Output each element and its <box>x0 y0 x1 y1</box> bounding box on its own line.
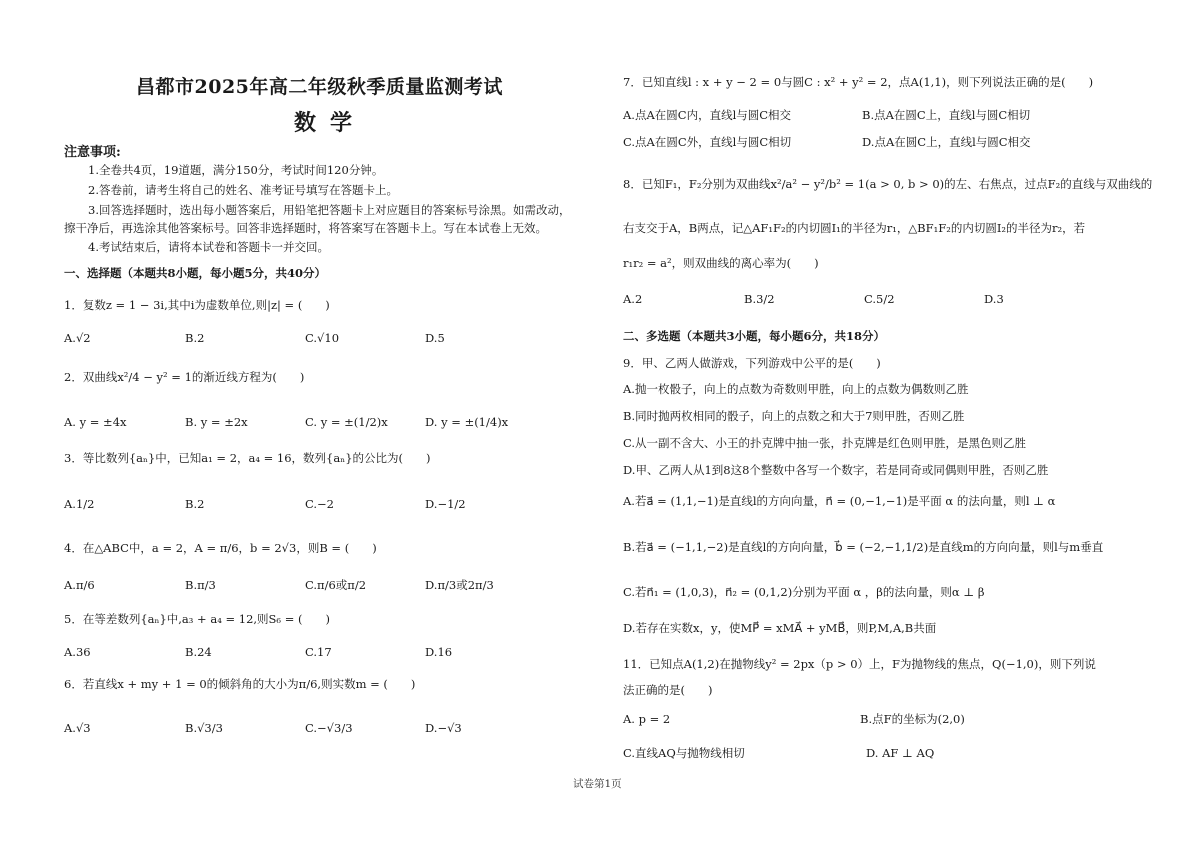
question-stem: 法正确的是( ) <box>623 683 713 697</box>
question-stem: 右支交于A，B两点，记△AF₁F₂的内切圆I₁的半径为r₁，△BF₁F₂的内切圆I₂的半径为r₂，若 <box>623 221 1086 235</box>
option-d: D.3 <box>984 292 1004 306</box>
question-stem: 9．甲、乙两人做游戏，下列游戏中公平的是( ) <box>623 356 881 370</box>
question-stem: 7．已知直线l : x + y − 2 = 0与圆C : x² + y² = 2，点A(1,1)，则下列说法正确的是( ) <box>623 75 1094 89</box>
option-b: B.2 <box>185 497 205 511</box>
option-d: D.−1/2 <box>425 497 466 511</box>
option-d: D.−√3 <box>425 721 462 735</box>
option-c: C.直线AQ与抛物线相切 <box>623 746 745 760</box>
option-b: B.若a⃗ = (−1,1,−2)是直线l的方向向量，b⃗ = (−2,−1,1/2)是直线m的方向向量，则l与m垂直 <box>623 540 1104 554</box>
option-a: A.2 <box>623 292 643 306</box>
option-c: C.5/2 <box>864 292 895 306</box>
option-d: D.点A在圆C上，直线l与圆C相交 <box>862 135 1031 149</box>
question-stem: 8．已知F₁，F₂分别为双曲线x²/a² − y²/b² = 1(a > 0, b > 0)的左、右焦点，过点F₂的直线与双曲线的 <box>623 177 1153 191</box>
option-d: D.甲、乙两人从1到8这8个整数中各写一个数字，若是同奇或同偶则甲胜，否则乙胜 <box>623 463 1049 477</box>
option-a: A.π/6 <box>64 578 95 592</box>
option-a: A.36 <box>64 645 91 659</box>
question-stem: r₁r₂ = a²，则双曲线的离心率为( ) <box>623 256 819 270</box>
option-b: B.2 <box>185 331 205 345</box>
question-stem: 6．若直线x + my + 1 = 0的倾斜角的大小为π/6,则实数m = ( ) <box>64 677 416 691</box>
option-a: A.若a⃗ = (1,1,−1)是直线l的方向向量，n⃗ = (0,−1,−1)是平面 α 的法向量，则l ⊥ α <box>623 494 1056 508</box>
option-d: D.若存在实数x，y，使MP⃗ = xMA⃗ + yMB⃗，则P,M,A,B共面 <box>623 621 937 635</box>
section-heading: 一、选择题（本题共8小题，每小题5分，共40分） <box>64 266 327 280</box>
question-stem: 5．在等差数列{aₙ}中,a₃ + a₄ = 12,则S₆ = ( ) <box>64 612 330 626</box>
option-b: B.3/2 <box>744 292 775 306</box>
option-b: B.点F的坐标为(2,0) <box>860 712 965 726</box>
notice-item: 3.回答选择题时，选出每小题答案后，用铅笔把答题卡上对应题目的答案标号涂黑。如需改动， <box>88 203 571 217</box>
option-a: A.1/2 <box>64 497 95 511</box>
option-a: A.点A在圆C内，直线l与圆C相交 <box>623 108 792 122</box>
option-d: D.16 <box>425 645 453 659</box>
option-b: B.24 <box>185 645 212 659</box>
question-stem: 3．等比数列{aₙ}中，已知a₁ = 2，a₄ = 16，数列{aₙ}的公比为( ) <box>64 451 431 465</box>
question-stem: 11．已知点A(1,2)在抛物线y² = 2px（p > 0）上，F为抛物线的焦点，Q(−1,0)，则下列说 <box>623 657 1096 671</box>
option-c: C.π/6或π/2 <box>305 578 367 592</box>
option-d: D.π/3或2π/3 <box>425 578 494 592</box>
question-stem: 4．在△ABC中，a = 2，A = π/6，b = 2√3，则B = ( ) <box>64 541 377 555</box>
page-number: 试卷第1页 <box>573 778 622 790</box>
exam-subject: 数学 <box>294 110 367 136</box>
section-heading: 二、多选题（本题共3小题，每小题6分，共18分） <box>623 329 886 343</box>
option-b: B.√3/3 <box>185 721 223 735</box>
option-b: B.同时抛两枚相同的骰子，向上的点数之和大于7则甲胜，否则乙胜 <box>623 409 965 423</box>
notice-item: 2.答卷前，请考生将自己的姓名、准考证号填写在答题卡上。 <box>88 183 398 197</box>
notice-item: 擦干净后，再选涂其他答案标号。回答非选择题时，将答案写在答题卡上。写在本试卷上无效。 <box>64 221 547 235</box>
option-d: D. y = ±(1/4)x <box>425 415 509 429</box>
option-a: A.√2 <box>64 331 91 345</box>
notice-item: 4.考试结束后，请将本试卷和答题卡一并交回。 <box>88 240 329 254</box>
notice-item: 1.全卷共4页，19道题，满分150分，考试时间120分钟。 <box>88 163 384 177</box>
option-a: A.抛一枚骰子，向上的点数为奇数则甲胜，向上的点数为偶数则乙胜 <box>623 382 969 396</box>
option-c: C.√10 <box>305 331 340 345</box>
option-c: C. y = ±(1/2)x <box>305 415 388 429</box>
option-a: A.√3 <box>64 721 91 735</box>
question-stem: 1．复数z = 1 − 3i,其中i为虚数单位,则|z| = ( ) <box>64 298 330 312</box>
option-c: C.从一副不含大、小王的扑克牌中抽一张，扑克牌是红色则甲胜，是黑色则乙胜 <box>623 436 1027 450</box>
option-a: A. y = ±4x <box>64 415 127 429</box>
option-c: C.−2 <box>305 497 334 511</box>
option-c: C.点A在圆C外，直线l与圆C相切 <box>623 135 792 149</box>
option-c: C.若n⃗₁ = (1,0,3)，n⃗₂ = (0,1,2)分别为平面 α ，β的法向量，则α ⊥ β <box>623 585 985 599</box>
option-b: B.π/3 <box>185 578 216 592</box>
question-stem: 2．双曲线x²/4 − y² = 1的渐近线方程为( ) <box>64 370 305 384</box>
notice-heading: 注意事项: <box>64 145 121 160</box>
option-d: D. AF ⊥ AQ <box>866 746 935 760</box>
exam-title: 昌都市2025年高二年级秋季质量监测考试 <box>136 76 503 98</box>
option-a: A. p = 2 <box>623 712 671 726</box>
option-b: B. y = ±2x <box>185 415 248 429</box>
option-c: C.17 <box>305 645 332 659</box>
option-c: C.−√3/3 <box>305 721 353 735</box>
option-b: B.点A在圆C上，直线l与圆C相切 <box>862 108 1031 122</box>
option-d: D.5 <box>425 331 445 345</box>
